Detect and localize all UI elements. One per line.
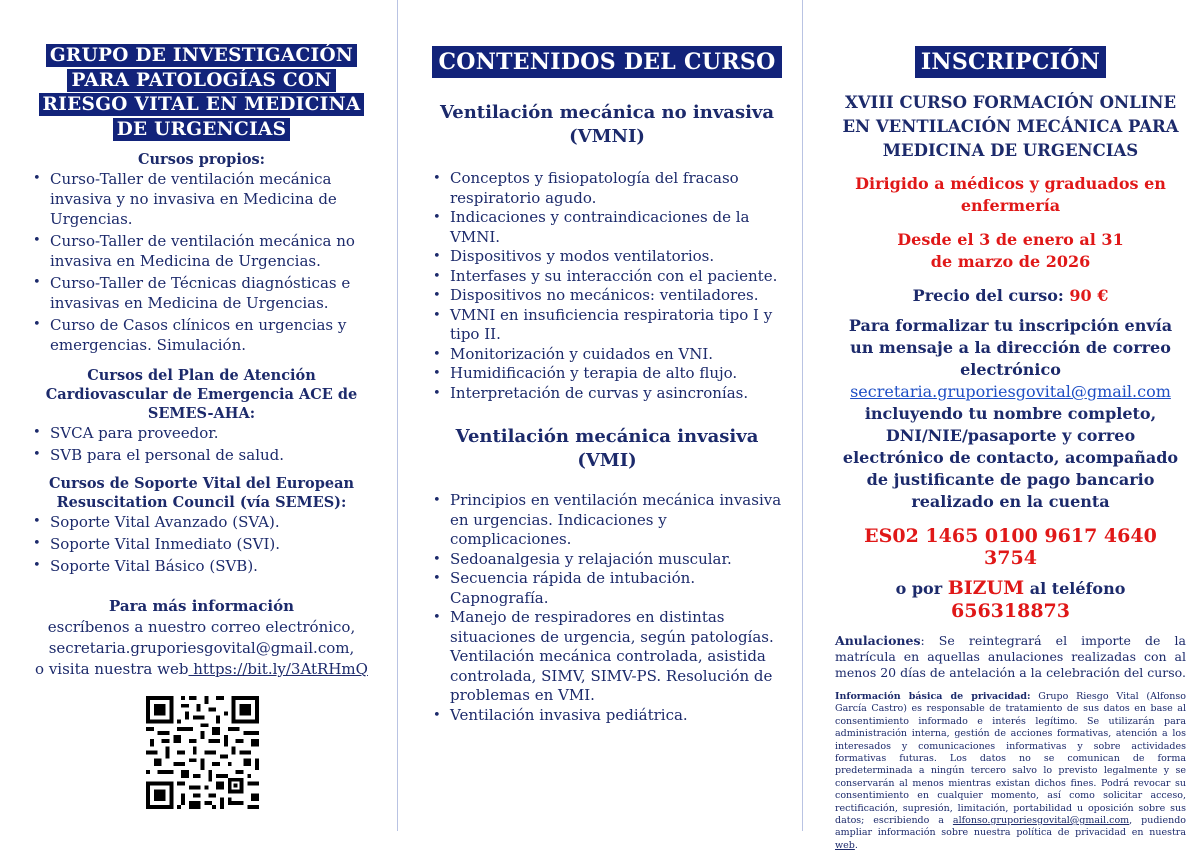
vmni-list [428,169,786,403]
privacy-notice [835,691,1186,852]
list-item: • Interpretación de curvas y asincronías. [450,384,786,404]
vmi-list [428,491,786,725]
course-name: XVIII CURSO FORMACIÓN ONLINE EN VENTILACIÓN MECÁNICA PARA MEDICINA DE URGENCIAS [842,93,1179,160]
bizum-prefix: o por [895,579,943,598]
info-email[interactable]: secretaria.gruporiesgovital@gmail.com, [48,639,355,657]
info-web-prefix: o visita nuestra web [35,660,189,678]
qr-code-icon[interactable] [146,696,259,809]
list-item: • Curso-Taller de ventilación mecánica no invasiva en Medicina de Urgencias. [50,231,375,271]
list-item: • Soporte Vital Inmediato (SVI). [50,534,375,554]
bizum-label: BIZUM [947,577,1025,599]
own-courses-heading: Cursos propios: [137,151,266,168]
price-value: 90 € [1069,286,1109,305]
list-item: • SVCA para proveedor. [50,423,375,443]
bizum-line [835,577,1186,623]
cancel-text: : Se reintegrará el importe de la matrícula en aquellas anulaciones realizadas con al menos 20 días de antelación a la celebración del curso. [835,633,1186,680]
list-item: • VMNI en insuficiencia respiratoria tipo I y tipo II. [450,306,786,345]
vmni-heading: Ventilación mecánica no invasiva (VMNI) [439,102,775,147]
list-item: • Indicaciones y contraindicaciones de la VMNI. [450,208,786,247]
dates: Desde el 3 de enero al 31 de marzo de 2026 [897,230,1124,271]
list-item: • Soporte Vital Básico (SVB). [50,556,375,576]
contact-info [28,596,375,680]
cancel-label: Anulaciones [835,633,921,648]
bank-account: ES02 1465 0100 9617 4640 3754 [864,525,1157,569]
list-item: • Interfases y su interacción con el paciente. [450,267,786,287]
bizum-mid: al teléfono [1029,579,1126,598]
price-label: Precio del curso: [912,286,1064,305]
list-item: • Manejo de respiradores en distintas situaciones de urgencia, según patologías. Ventilación mecánica controlada, asistida controlada, SIMV, SIMV-PS. Resolución de problemas en VMI. [450,608,786,706]
instructions-text: Para formalizar tu inscripción envía un mensaje a la dirección de correo electrónico [848,316,1173,379]
ace-courses-list [28,423,375,465]
vmi-heading: Ventilación mecánica invasiva (VMI) [455,426,759,471]
privacy-end: . [854,839,858,851]
list-item: • Principios en ventilación mecánica invasiva en urgencias. Indicaciones y complicaciones. [450,491,786,550]
own-courses-list [28,169,375,355]
privacy-email-link[interactable]: alfonso.gruporiesgovital@gmail.com [952,815,1130,827]
ace-courses-heading: Cursos del Plan de Atención Cardiovascular de Emergencia ACE de SEMES-AHA: [45,367,358,422]
price [835,285,1186,307]
panel-course-contents [398,0,802,831]
info-heading: Para más información [109,597,294,615]
contents-title: CONTENIDOS DEL CURSO [428,50,786,75]
list-item: • Curso-Taller de Técnicas diagnósticas e invasivas en Medicina de Urgencias. [50,273,375,313]
info-web-link[interactable]: https://bit.ly/3AtRHmQ [188,660,368,678]
list-item: • Sedoanalgesia y relajación muscular. [450,550,786,570]
info-line: escríbenos a nuestro correo electrónico, [47,618,356,636]
list-item: • Monitorización y cuidados en VNI. [450,345,786,365]
registration-email-link[interactable]: secretaria.gruporiesgovital@gmail.com [850,382,1171,401]
list-item: • Curso-Taller de ventilación mecánica invasiva y no invasiva en Medicina de Urgencias. [50,169,375,229]
list-item: • SVB para el personal de salud. [50,445,375,465]
bizum-phone: 656318873 [951,600,1070,622]
privacy-text: Grupo Riesgo Vital (Alfonso García Castro) es responsable de tratamiento de sus datos en base al consentimiento informado e interés legítimo. Se utilizarán para administración interna, gestión de acciones formativas, atención a los interesados y comunicaciones informativas y sobre actividades formativas futuras. Los datos no se comunican de forma predeterminada a ningún tercero salvo lo previsto legalmente y se conservarán al menos mientras existan dichos fines. Podrá revocar su consentimiento en cualquier momento, así como solicitar acceso, rectificación, supresión, limitación, portabilidad u oposición sobre sus datos; escribiendo a [835,691,1186,827]
panel-registration [803,0,1200,851]
registration-title: INSCRIPCIÓN [835,50,1186,75]
panel-group-info [0,0,397,831]
list-item: • Ventilación invasiva pediátrica. [450,706,786,726]
list-item: • Conceptos y fisiopatología del fracaso respiratorio agudo. [450,169,786,208]
instructions-text-2: incluyendo tu nombre completo, DNI/NIE/pasaporte y correo electrónico de contacto, acompañado de justificante de pago bancario realizado en la cuenta [842,404,1179,511]
cancellations [835,633,1186,681]
list-item: • Dispositivos y modos ventilatorios. [450,247,786,267]
list-item: • Soporte Vital Avanzado (SVA). [50,512,375,532]
erc-courses-list [28,512,375,576]
list-item: • Curso de Casos clínicos en urgencias y emergencias. Simulación. [50,315,375,355]
erc-courses-heading: Cursos de Soporte Vital del European Resuscitation Council (vía SEMES): [48,475,355,511]
privacy-label: Información básica de privacidad: [835,691,1031,702]
list-item: • Dispositivos no mecánicos: ventiladores. [450,286,786,306]
privacy-text-2: , pudiendo ampliar información sobre nuestra política de privacidad en nuestra [835,815,1186,839]
instructions [835,315,1186,513]
list-item: • Secuencia rápida de intubación. Capnografía. [450,569,786,608]
group-title: GRUPO DE INVESTIGACIÓN PARA PATOLOGÍAS CON RIESGO VITAL EN MEDICINA DE URGENCIAS [28,44,375,142]
list-item: • Humidificación y terapia de alto flujo. [450,364,786,384]
audience: Dirigido a médicos y graduados en enfermería [855,174,1166,215]
privacy-web-link[interactable]: web [835,839,855,851]
